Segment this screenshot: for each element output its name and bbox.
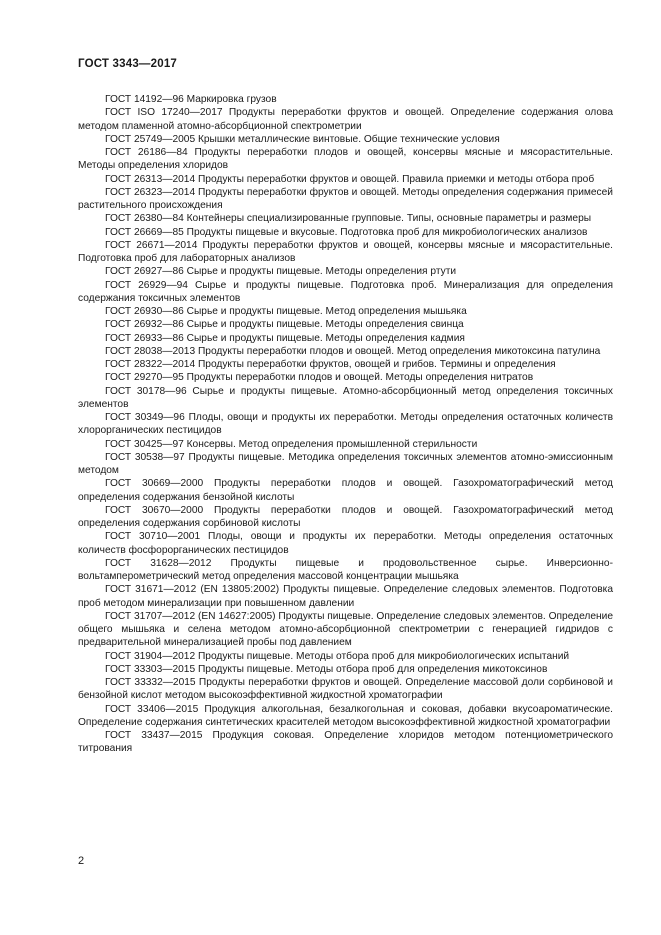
reference-item: ГОСТ 33332—2015 Продукты переработки фруктов и овощей. Определение массовой доли сорбиновой и бензойной кислот методом высокоэффективной жидкостной хроматографии	[78, 677, 613, 702]
reference-item: ГОСТ 30178—96 Сырье и продукты пищевые. Атомно-абсорбционный метод определения токсичных элементов	[78, 385, 613, 410]
reference-item: ГОСТ 26671—2014 Продукты переработки фруктов и овощей, консервы мясные и мясорастительные. Подготовка проб для лабораторных анализов	[78, 239, 613, 264]
reference-item: ГОСТ 26186—84 Продукты переработки плодов и овощей, консервы мясные и мясорастительные. Методы определения хлоридов	[78, 147, 613, 172]
reference-item: ГОСТ 30710—2001 Плоды, овощи и продукты их переработки. Методы определения остаточных количеств фосфорорганических пестицидов	[78, 531, 613, 556]
reference-item: ГОСТ ISO 17240—2017 Продукты переработки фруктов и овощей. Определение содержания олова методом пламенной атомно-абсорбционной спектрометрии	[78, 107, 613, 132]
reference-item: ГОСТ 30538—97 Продукты пищевые. Методика определения токсичных элементов атомно-эмиссионным методом	[78, 451, 613, 476]
reference-item: ГОСТ 31707—2012 (EN 14627:2005) Продукты пищевые. Определение следовых элементов. Определение общего мышьяка и селена методом атомно-абсорбционной спектрометрии с генерацией гидридов с предварительной минерализацией пробы под давлением	[78, 610, 614, 649]
reference-item: ГОСТ 33437—2015 Продукция соковая. Определение хлоридов методом потенциометрического титрования	[78, 730, 613, 755]
reference-item: ГОСТ 25749—2005 Крышки металлические винтовые. Общие технические условия	[105, 133, 500, 145]
reference-item: ГОСТ 28038—2013 Продукты переработки плодов и овощей. Метод определения микотоксина патулина	[105, 345, 601, 357]
reference-item: ГОСТ 30669—2000 Продукты переработки плодов и овощей. Газохроматографический метод определения содержания бензойной кислоты	[78, 478, 613, 503]
reference-item: ГОСТ 28322—2014 Продукты переработки фруктов, овощей и грибов. Термины и определения	[105, 359, 556, 370]
reference-item: ГОСТ 26669—85 Продукты пищевые и вкусовые. Подготовка проб для микробиологических анализов	[105, 226, 588, 238]
reference-item: ГОСТ 26313—2014 Продукты переработки фруктов и овощей. Правила приемки и методы отбора проб	[105, 173, 595, 185]
document-header: ГОСТ 3343—2017	[78, 58, 178, 70]
reference-item: ГОСТ 26929—94 Сырье и продукты пищевые. Подготовка проб. Минерализация для определения содержания токсичных элементов	[78, 279, 613, 304]
page-number: 2	[78, 855, 85, 867]
reference-item: ГОСТ 30670—2000 Продукты переработки плодов и овощей. Газохроматографический метод определения содержания сорбиновой кислоты	[78, 504, 613, 529]
reference-item: ГОСТ 33406—2015 Продукция алкогольная, безалкогольная и соковая, добавки вкусоароматические. Определение содержания синтетических красителей методом высокоэффективной жидкостной хроматографии	[78, 703, 613, 728]
normative-references-list	[78, 93, 613, 756]
reference-item: ГОСТ 29270—95 Продукты переработки плодов и овощей. Методы определения нитратов	[105, 372, 534, 384]
reference-item: ГОСТ 31628—2012 Продукты пищевые и продовольственное сырье. Инверсионно-вольтамперометрический метод определения массовой концентрации мышьяка	[78, 557, 613, 582]
reference-item: ГОСТ 26323—2014 Продукты переработки фруктов и овощей. Методы определения содержания примесей растительного происхождения	[78, 186, 613, 211]
reference-item: ГОСТ 26380—84 Контейнеры специализированные групповые. Типы, основные параметры и размеры	[105, 213, 592, 225]
reference-item: ГОСТ 26930—86 Сырье и продукты пищевые. Метод определения мышьяка	[105, 306, 467, 317]
reference-item: ГОСТ 30349—96 Плоды, овощи и продукты их переработки. Методы определения остаточных количеств хлорорганических пестицидов	[78, 412, 613, 437]
reference-item: ГОСТ 26932—86 Сырье и продукты пищевые. Методы определения свинца	[105, 319, 464, 331]
reference-item: ГОСТ 26933—86 Сырье и продукты пищевые. Методы определения кадмия	[105, 332, 465, 344]
reference-item: ГОСТ 33303—2015 Продукты пищевые. Методы отбора проб для определения микотоксинов	[105, 663, 548, 675]
reference-item: ГОСТ 14192—96 Маркировка грузов	[105, 94, 277, 105]
reference-item: ГОСТ 31671—2012 (EN 13805:2002) Продукты пищевые. Определение следовых элементов. Подготовка проб методом минерализации при повышенном давлении	[78, 584, 613, 609]
reference-item: ГОСТ 30425—97 Консервы. Метод определения промышленной стерильности	[105, 438, 478, 450]
reference-item: ГОСТ 31904—2012 Продукты пищевые. Методы отбора проб для микробиологических испытаний	[105, 650, 570, 662]
reference-item: ГОСТ 26927—86 Сырье и продукты пищевые. Методы определения ртути	[105, 266, 457, 278]
